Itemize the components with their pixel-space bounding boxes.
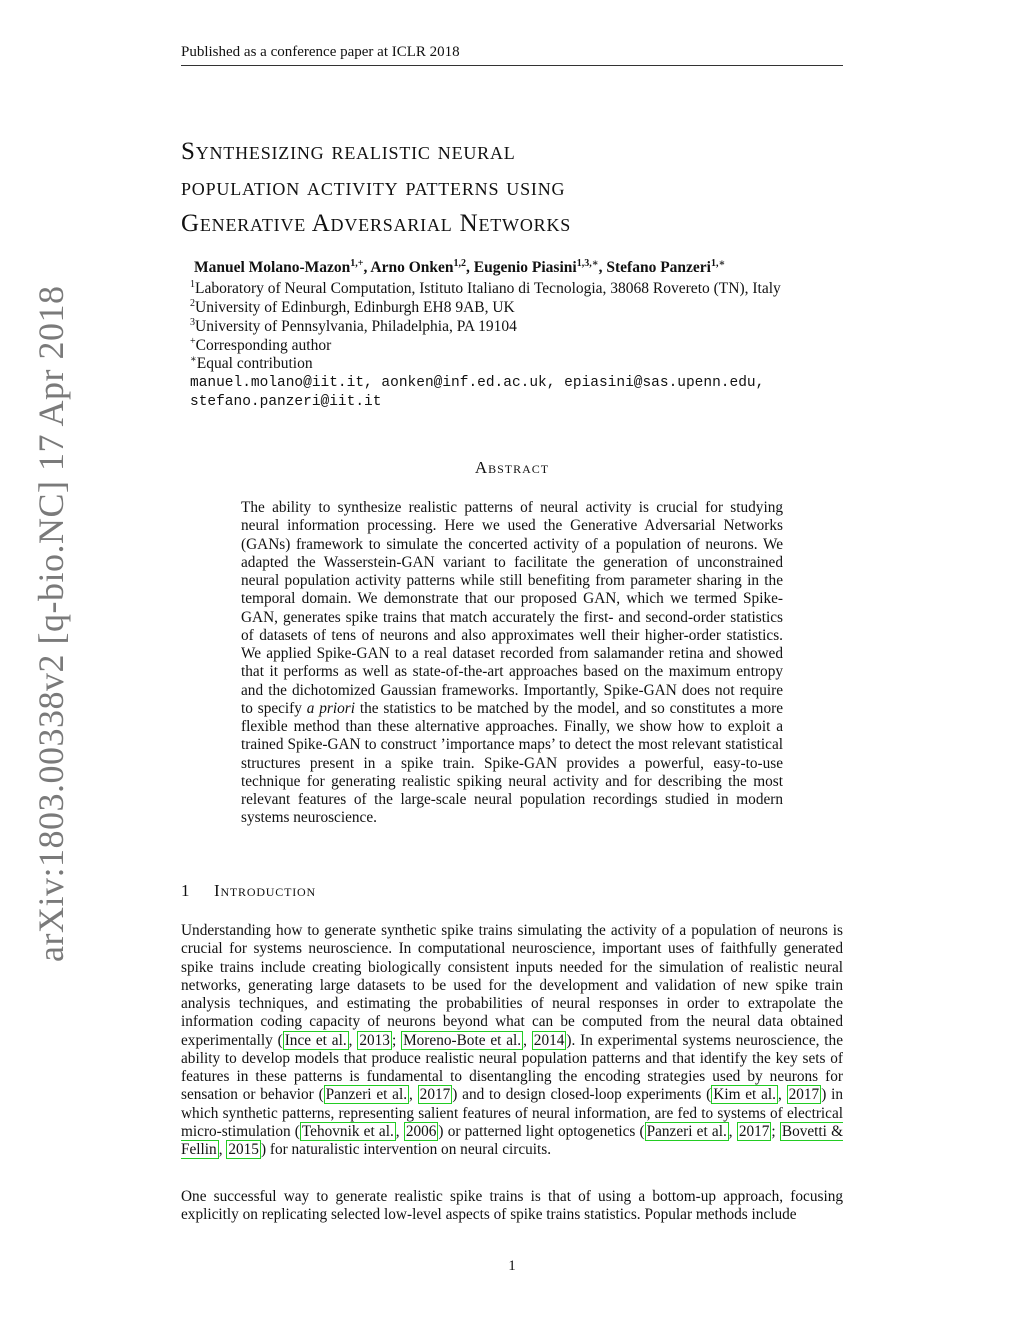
citation-link[interactable]: Panzeri et al. (325, 1086, 408, 1104)
header-rule (181, 65, 843, 66)
abstract-heading: Abstract (474, 458, 550, 477)
author-name: Eugenio Piasini (473, 259, 577, 276)
citation-link[interactable]: 2006 (405, 1122, 437, 1140)
citation-link[interactable]: 2017 (738, 1122, 770, 1140)
citation-link[interactable]: Bovetti & Fellin (181, 1122, 844, 1158)
title-line-3: Generative Adversarial Networks (181, 210, 572, 237)
affiliation-1: $^1$Laboratory of Neural Computation, Istituto Italiano di Tecnologia, 38068 Rovereto (TN), Italy (190, 279, 781, 297)
page-number: 1 (508, 1258, 516, 1274)
author-mark: 1,3,∗ (576, 258, 599, 269)
citation-link[interactable]: Ince et al. (284, 1031, 347, 1049)
author-name: Arno Onken (370, 259, 454, 276)
citation-link[interactable]: 2017 (419, 1086, 451, 1104)
email-line-1: manuel.molano@iit.it, aonken@inf.ed.ac.uk, epiasini@sas.upenn.edu, (190, 375, 765, 391)
title-line-2: population activity patterns using (181, 174, 566, 201)
running-header: Published as a conference paper at ICLR 2018 (181, 44, 460, 60)
intro-paragraph-2: One successful way to generate realistic spike trains is that of using a bottom-up approach, focusing explicitly on replicating selected low-level aspects of spike trains statistics. Popular methods include (181, 1188, 843, 1224)
author-mark: 1,2 (453, 258, 467, 269)
corresponding-author-note: +Corresponding author (190, 336, 332, 354)
citation-link[interactable]: Panzeri et al. (646, 1122, 727, 1140)
equal-contribution-note: ∗Equal contribution (190, 354, 313, 372)
title-line-1: Synthesizing realistic neural (181, 138, 516, 165)
author-name: Manuel Molano-Mazon (194, 259, 351, 276)
author-list: Manuel Molano-Mazon$^{1,+}$, Arno Onken$^{1,2}$, Eugenio Piasini$^{1,3,∗}$, Stefano Panzeri$^{1,∗}$ (194, 258, 726, 276)
author-mark: 1,+ (350, 258, 364, 269)
affiliation-3: $^3$University of Pennsylvania, Philadelphia, PA 19104 (190, 317, 517, 335)
citation-link[interactable]: Tehovnik et al. (301, 1122, 394, 1140)
citation-link[interactable]: 2017 (788, 1086, 820, 1104)
paper-title (181, 134, 843, 242)
citation-link[interactable]: 2013 (359, 1031, 390, 1049)
intro-paragraph-1: Understanding how to generate synthetic spike trains simulating the activity of a population of neurons is crucial for systems neuroscience. In computational neuroscience, important uses of faithfully generated spike trains include creating biologically consistent inputs needed for the simulation of realistic neural networks, generating large datasets to be used for the development and validation of new spike train analysis techniques, and estimating the probabilities of neural responses in order to extrapolate the information coding capacity of neurons beyond what can be computed from the neural data obtained experimentally ( Ince et al. , 2013 ; Moreno-Bote et al. , 2014 ). In experimental systems neuroscience, the ability to develop models that produce realistic neural population patterns and that identify the key sets of features in these patterns is fundamental to disentangling the encoding strategies used by neurons for sensation or behavior ( Panzeri et al. , 2017 ) and to design closed-loop experiments ( Kim et al. , 2017 ) in which synthetic patterns, representing salient features of neural information, are fed to systems of electrical micro-stimulation ( Tehovnik et al. , 2006 ) or patterned light optogenetics ( Panzeri et al. , 2017 ; Bovetti & Fellin , 2015 ) for naturalistic intervention on neural circuits. (181, 922, 844, 1158)
email-line-2: stefano.panzeri@iit.it (190, 394, 382, 410)
affiliation-2: $^2$University of Edinburgh, Edinburgh EH8 9AB, UK (190, 298, 515, 316)
arxiv-stamp: arXiv:1803.00338v2 [q-bio.NC] 17 Apr 2018 (31, 285, 71, 962)
author-name: Stefano Panzeri (606, 259, 711, 276)
abstract-body: The ability to synthesize realistic patterns of neural activity is crucial for studying neural information processing. Here we used the Generative Adversarial Networks (GANs) framework to simulate the concerted activity of a population of neurons. We adapted the Wasserstein-GAN variant to facilitate the generation of unconstrained neural population activity patterns while still benefiting from parameter sharing in the temporal domain. We demonstrate that our proposed GAN, which we termed Spike-GAN, generates spike trains that match accurately the first- and second-order statistics of datasets of tens of neurons and also approximates well their higher-order statistics. We applied Spike-GAN to a real dataset recorded from salamander retina and showed that it performs as well as state-of-the-art approaches based on the maximum entropy and the dichotomized Gaussian frameworks. Importantly, Spike-GAN does not require to specify a priori the statistics to be matched by the model, and so constitutes a more flexible method than these alternative approaches. Finally, we show how to exploit a trained Spike-GAN to construct ’importance maps’ to detect the most relevant statistical structures present in a spike train. Spike-GAN provides a powerful, easy-to-use technique for generating realistic spiking neural activity and for describing the most relevant features of the large-scale neural population recordings studied in modern systems neuroscience. (241, 499, 783, 827)
citation-link[interactable]: Kim et al. (713, 1086, 776, 1104)
section-heading-introduction: 1 Introduction (181, 881, 316, 900)
citation-link[interactable]: 2015 (228, 1141, 259, 1158)
italic-phrase: a priori (306, 699, 355, 717)
citation-link[interactable]: 2014 (533, 1031, 565, 1049)
author-mark: 1,∗ (710, 258, 726, 269)
citation-link[interactable]: Moreno-Bote et al. (403, 1031, 522, 1049)
